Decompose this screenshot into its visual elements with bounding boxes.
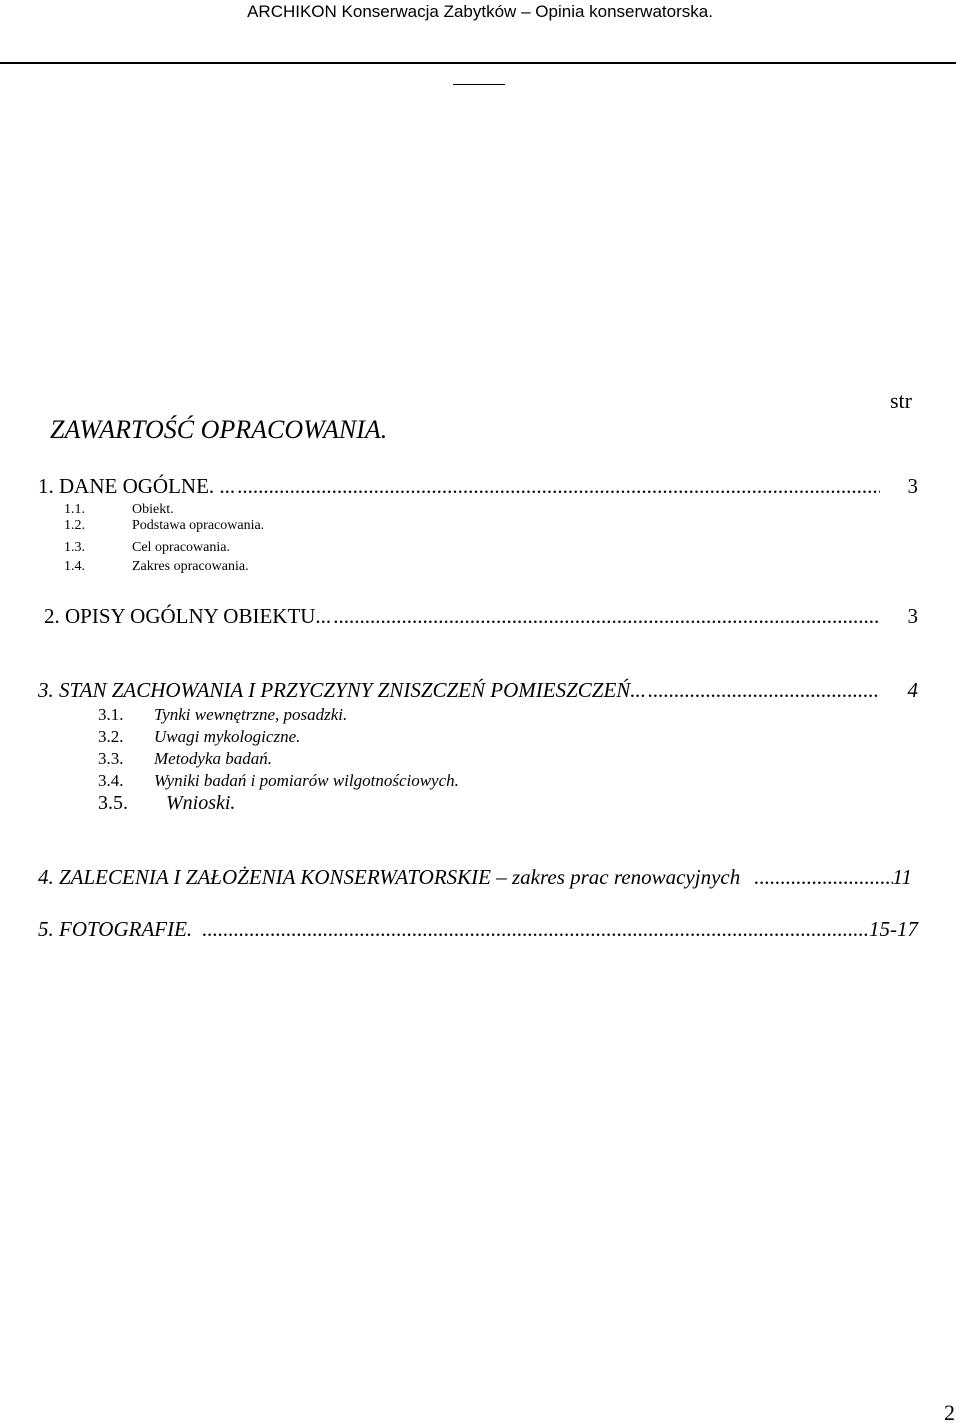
toc-section-4-page: 11 [892, 865, 912, 889]
page-header [0, 2, 960, 22]
toc-item-text: Wyniki badań i pomiarów wilgotnościowych. [154, 771, 459, 790]
toc-item-number: 3.2. [98, 727, 124, 746]
toc-item-1-2 [64, 518, 264, 534]
toc-section-2 [44, 604, 918, 629]
toc-item-number: 1.2. [64, 518, 85, 533]
toc-item-text: Zakres opracowania. [132, 559, 249, 574]
toc-item-number: 3.4. [98, 771, 124, 790]
toc-section-4-dash: – [496, 865, 507, 889]
toc-item-text: Podstawa opracowania. [132, 518, 265, 533]
toc-item-number: 3.1. [98, 705, 124, 724]
toc-item-3-5 [98, 792, 235, 815]
toc-item-text: Wnioski. [166, 792, 236, 814]
toc-section-5 [38, 917, 918, 942]
toc-title: ZAWARTOŚĆ OPRACOWANIA. [50, 415, 388, 444]
header-subtitle: Opinia konserwatorska. [535, 2, 713, 21]
header-rule [0, 62, 956, 64]
toc-item-number: 1.4. [64, 559, 85, 574]
toc-section-3-page: 4 [907, 678, 918, 702]
page-column-label: str [890, 388, 912, 413]
page-number: 2 [944, 1400, 955, 1425]
toc-leader [237, 474, 879, 499]
toc-item-1-1 [64, 502, 174, 518]
toc-item-number: 3.5. [98, 792, 128, 814]
toc-section-4-label-rest: zakres prac renowacyjnych [512, 865, 741, 889]
toc-section-5-page: 15-17 [869, 917, 918, 941]
toc-item-text: Cel opracowania. [132, 540, 230, 555]
toc-section-1-label: 1. DANE OGÓLNE. ... [38, 474, 236, 498]
toc-item-number: 3.3. [98, 749, 124, 768]
toc-section-5-label: 5. FOTOGRAFIE. [38, 917, 193, 941]
toc-section-4-label: 4. ZALECENIA I ZAŁOŻENIA KONSERWATORSKIE [38, 865, 491, 889]
toc-leader [333, 604, 879, 629]
toc-item-text: Uwagi mykologiczne. [154, 727, 301, 746]
toc-leader [202, 917, 869, 942]
toc-item-number: 1.1. [64, 502, 85, 517]
toc-item-text: Obiekt. [132, 502, 174, 517]
toc-section-1 [38, 474, 918, 499]
toc-leader [754, 865, 892, 890]
toc-section-3 [38, 678, 918, 703]
toc-item-3-4 [98, 771, 459, 791]
toc-item-3-2 [98, 727, 300, 747]
toc-section-2-label: 2. OPISY OGÓLNY OBIEKTU... [44, 604, 332, 628]
header-dash: – [521, 2, 531, 21]
short-rule [453, 84, 505, 85]
toc-item-3-3 [98, 749, 272, 769]
toc-item-text: Tynki wewnętrzne, posadzki. [154, 705, 348, 724]
toc-section-4 [38, 865, 912, 890]
toc-section-3-label: 3. STAN ZACHOWANIA I PRZYCZYNY ZNISZCZEŃ POMIESZCZEŃ... [38, 678, 647, 702]
toc-leader [648, 678, 879, 703]
header-title: ARCHIKON Konserwacja Zabytków [247, 2, 517, 21]
toc-item-number: 1.3. [64, 540, 85, 555]
toc-item-3-1 [98, 705, 347, 725]
toc-item-text: Metodyka badań. [154, 749, 273, 768]
toc-item-1-3 [64, 540, 230, 556]
toc-item-1-4 [64, 559, 249, 575]
toc-section-2-page: 3 [907, 604, 918, 628]
toc-section-1-page: 3 [907, 474, 918, 498]
